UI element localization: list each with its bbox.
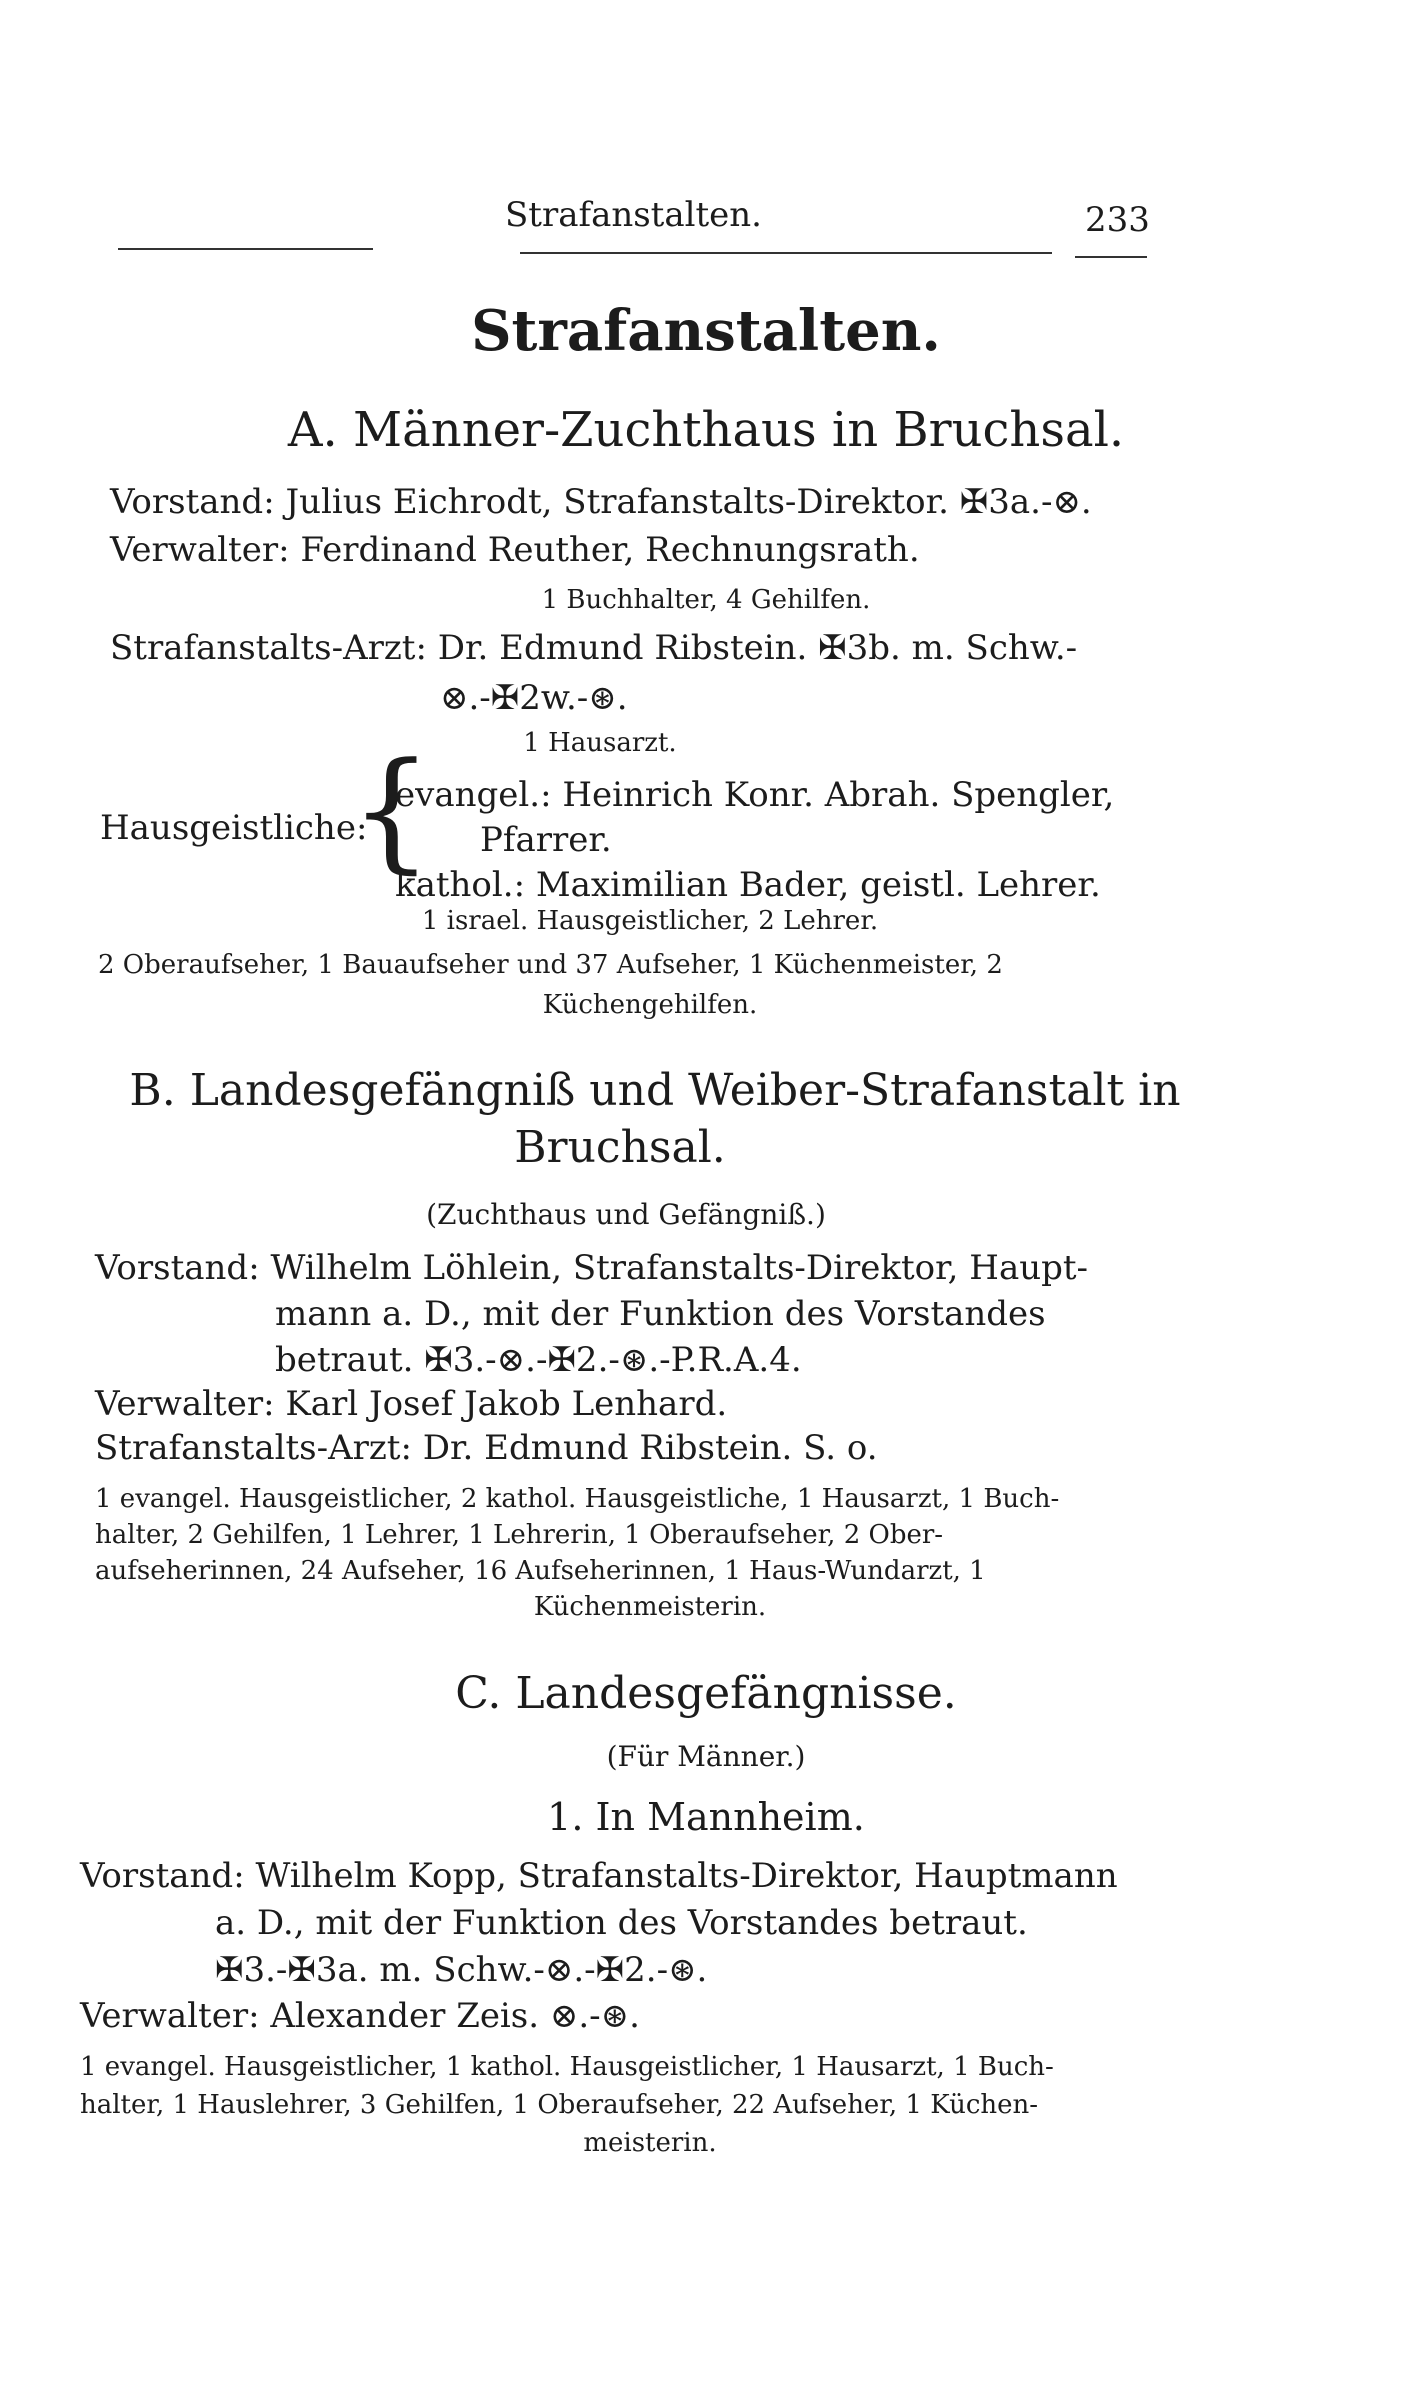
section-a-geistliche-kathol: kathol.: Maximilian Bader, geistl. Lehrer. — [395, 865, 1101, 905]
section-b-heading-line-2: Bruchsal. — [514, 1122, 726, 1173]
section-a-geistliche-pfarrer: Pfarrer. — [480, 820, 612, 860]
section-b-heading-line-1: B. Landesgefängniß und Weiber-Strafanstalt in — [129, 1065, 1181, 1116]
section-b-vorstand-line-3: betraut. ✠3.-⊗.-✠2.-⊛.-P.R.A.4. — [275, 1340, 802, 1380]
section-a-aufseher-line-2: Küchengehilfen. — [542, 990, 758, 1020]
header-rule-page — [1075, 256, 1147, 258]
header-rule-right — [520, 252, 1052, 254]
section-b-staff-line-3: aufseherinnen, 24 Aufseher, 16 Aufseherinnen, 1 Haus-Wundarzt, 1 — [95, 1556, 986, 1586]
section-a-hausarzt: 1 Hausarzt. — [523, 728, 677, 758]
main-title: Strafanstalten. — [471, 298, 941, 364]
section-c-vorstand-line-2: a. D., mit der Funktion des Vorstandes betraut. — [215, 1903, 1028, 1943]
section-b-staff-line-4: Küchenmeisterin. — [533, 1592, 767, 1622]
section-a-staff-line: 1 Buchhalter, 4 Gehilfen. — [541, 585, 871, 615]
section-b-staff-line-1: 1 evangel. Hausgeistlicher, 2 kathol. Hausgeistliche, 1 Hausarzt, 1 Buch- — [95, 1484, 1060, 1514]
section-b-vorstand-line-2: mann a. D., mit der Funktion des Vorstandes — [275, 1294, 1046, 1334]
section-c-heading: C. Landesgefängnisse. — [455, 1668, 957, 1719]
section-a-geistliche-label: Hausgeistliche: — [100, 808, 368, 848]
section-c-staff-line-1: 1 evangel. Hausgeistlicher, 1 kathol. Hausgeistlicher, 1 Hausarzt, 1 Buch- — [80, 2052, 1054, 2082]
section-a-aufseher-line-1: 2 Oberaufseher, 1 Bauaufseher und 37 Aufseher, 1 Küchenmeister, 2 — [98, 950, 1003, 980]
section-a-verwalter: Verwalter: Ferdinand Reuther, Rechnungsrath. — [110, 530, 920, 570]
section-b-subheading: (Zuchthaus und Gefängniß.) — [426, 1198, 826, 1231]
section-b-verwalter: Verwalter: Karl Josef Jakob Lenhard. — [95, 1384, 728, 1424]
section-a-arzt-line-1: Strafanstalts-Arzt: Dr. Edmund Ribstein. ✠3b. m. Schw.- — [110, 628, 1078, 668]
section-b-staff-line-2: halter, 2 Gehilfen, 1 Lehrer, 1 Lehrerin, 1 Oberaufseher, 2 Ober- — [95, 1520, 944, 1550]
section-a-geistliche-evangel: evangel.: Heinrich Konr. Abrah. Spengler, — [395, 775, 1115, 815]
section-a-arzt-line-2: ⊗.-✠2w.-⊛. — [440, 678, 628, 718]
section-c-sub1-heading: 1. In Mannheim. — [547, 1795, 865, 1839]
section-c-verwalter: Verwalter: Alexander Zeis. ⊗.-⊛. — [80, 1996, 640, 2036]
running-header-title: Strafanstalten. — [505, 195, 762, 235]
section-b-arzt: Strafanstalts-Arzt: Dr. Edmund Ribstein. S. o. — [95, 1428, 878, 1468]
page-number: 233 — [1085, 200, 1150, 240]
section-b-vorstand-line-1: Vorstand: Wilhelm Löhlein, Strafanstalts-Direktor, Haupt- — [95, 1248, 1089, 1288]
section-c-staff-line-2: halter, 1 Hauslehrer, 3 Gehilfen, 1 Oberaufseher, 22 Aufseher, 1 Küchen- — [80, 2090, 1039, 2120]
section-a-vorstand: Vorstand: Julius Eichrodt, Strafanstalts-Direktor. ✠3a.-⊗. — [110, 482, 1092, 522]
section-a-heading: A. Männer-Zuchthaus in Bruchsal. — [287, 402, 1125, 458]
section-c-staff-line-3: meisterin. — [583, 2128, 717, 2158]
brace-icon: { — [350, 734, 433, 886]
section-c-vorstand-line-3: ✠3.-✠3a. m. Schw.-⊗.-✠2.-⊛. — [215, 1950, 708, 1990]
header-rule-left — [118, 248, 373, 250]
section-a-israel: 1 israel. Hausgeistlicher, 2 Lehrer. — [421, 906, 879, 936]
section-c-subheading: (Für Männer.) — [606, 1740, 806, 1773]
section-c-vorstand-line-1: Vorstand: Wilhelm Kopp, Strafanstalts-Direktor, Hauptmann — [80, 1856, 1118, 1896]
